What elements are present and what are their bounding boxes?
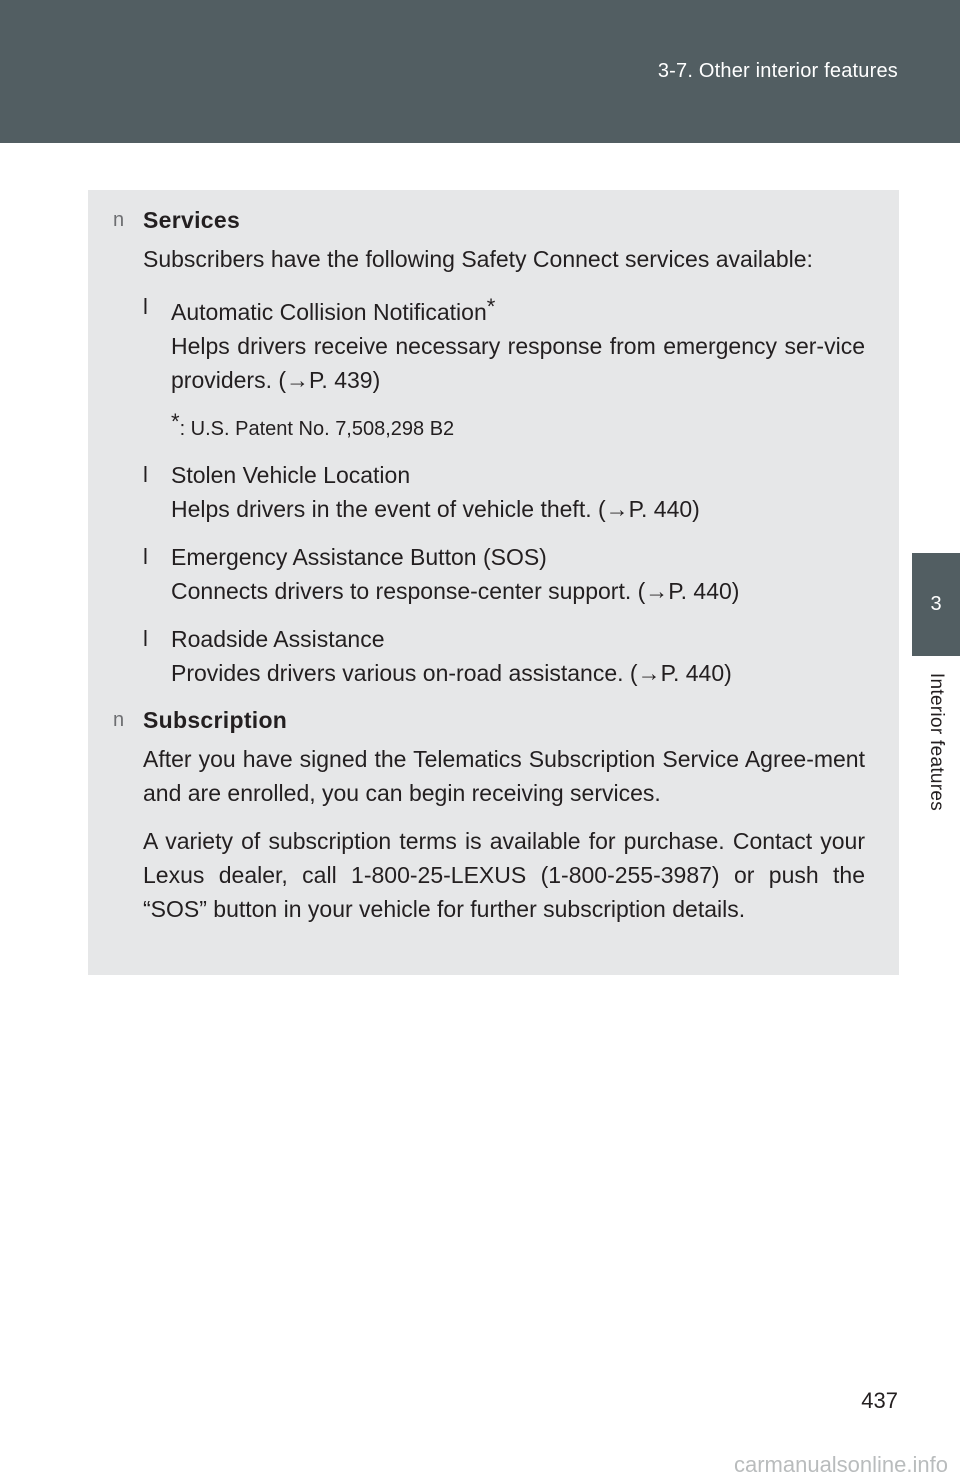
watermark: carmanualsonline.info	[733, 1452, 948, 1477]
info-box-content	[113, 204, 865, 926]
service-item-desc: Helps drivers receive necessary response from emergency ser-vice providers. (→P. 439)	[171, 333, 865, 393]
service-item-title: Emergency Assistance Button (SOS)	[171, 544, 547, 570]
heading-marker-icon: n	[113, 709, 125, 731]
services-intro: Subscribers have the following Safety Connect services available:	[143, 246, 813, 272]
service-item-sos	[143, 540, 865, 608]
service-item-title: Roadside Assistance	[171, 626, 385, 652]
footnote	[171, 407, 865, 444]
service-item-title-text: Automatic Collision Notification	[171, 299, 487, 325]
service-item-desc: Provides drivers various on-road assistance. (→P. 440)	[171, 660, 732, 686]
item-marker-icon: l	[143, 544, 148, 569]
heading-marker-icon: n	[113, 209, 125, 231]
info-box	[88, 190, 899, 975]
services-heading	[113, 204, 865, 236]
chapter-label: Interior features	[926, 672, 947, 812]
item-marker-icon: l	[143, 294, 148, 319]
services-heading-text: Services	[143, 207, 241, 233]
page-number: 437	[861, 1388, 898, 1413]
service-item-desc: Connects drivers to response-center support. (→P. 440)	[171, 578, 740, 604]
subscription-heading	[113, 704, 865, 736]
service-item-acn	[143, 290, 865, 397]
footnote-star: *	[171, 409, 180, 434]
chapter-number: 3	[930, 593, 942, 615]
subscription-para-2: A variety of subscription terms is available for purchase. Contact your Lexus dealer, call 1-800-25-LEXUS (1-800-255-3987) or push the “SOS” button in your vehicle for further subscription details.	[143, 828, 865, 922]
service-item-roadside	[143, 622, 865, 690]
chapter-tab	[912, 553, 960, 656]
subscription-heading-text: Subscription	[143, 707, 288, 733]
footnote-star: *	[486, 294, 496, 319]
footnote-text: : U.S. Patent No. 7,508,298 B2	[179, 418, 455, 440]
service-item-title	[171, 290, 865, 329]
section-title: 3-7. Other interior features	[657, 60, 898, 82]
subscription-para-1: After you have signed the Telematics Subscription Service Agree-ment and are enrolled, you can begin receiving services.	[143, 746, 865, 806]
service-item-title: Stolen Vehicle Location	[171, 462, 411, 488]
item-marker-icon: l	[143, 462, 148, 487]
page-header	[0, 0, 960, 143]
service-item-desc: Helps drivers in the event of vehicle theft. (→P. 440)	[171, 496, 700, 522]
service-item-svl	[143, 458, 865, 526]
item-marker-icon: l	[143, 626, 148, 651]
